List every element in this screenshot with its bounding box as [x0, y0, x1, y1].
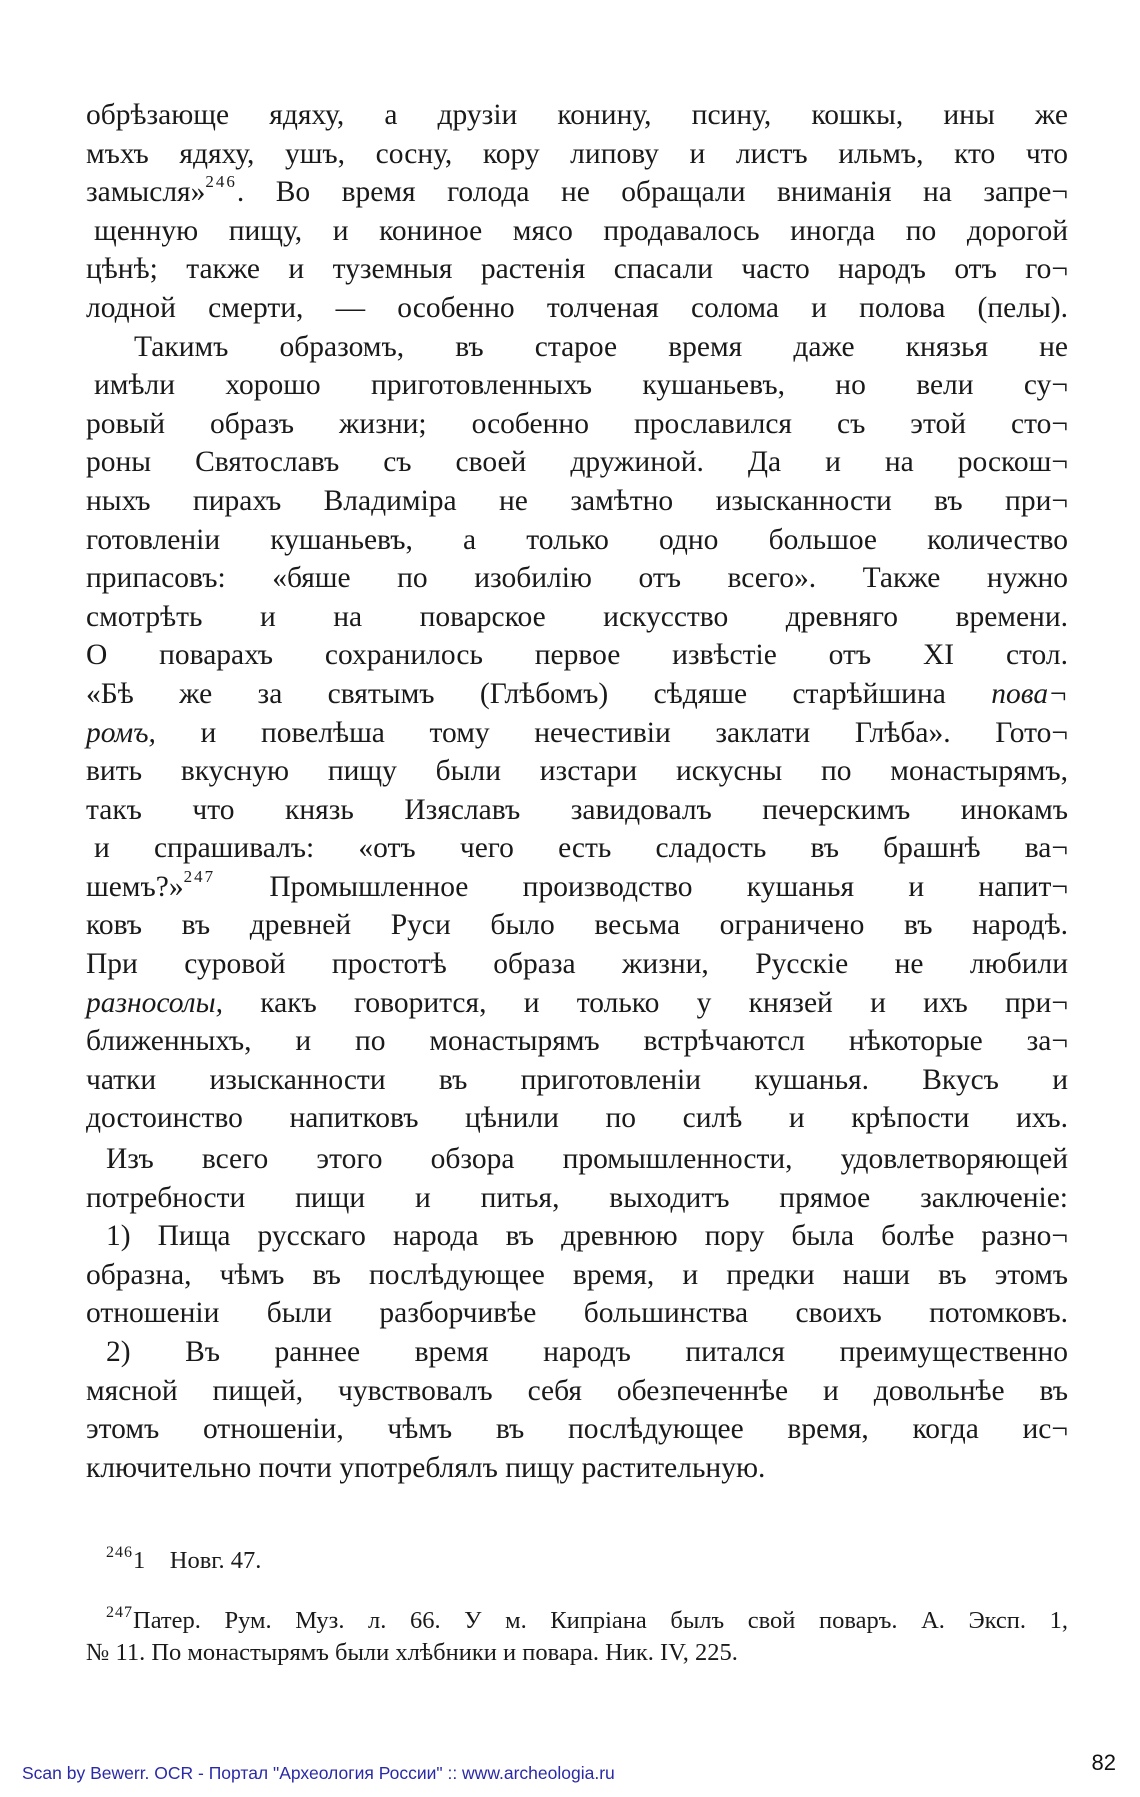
text-segment: шемъ?»: [86, 870, 184, 903]
paragraph-start: Такимъ образомъ, въ старое время даже князья не: [134, 330, 1068, 363]
text-line: мъхъ ядяху, ушъ, сосну, кору липову и листъ ильмъ, кто что: [86, 137, 1068, 170]
text-line: отношеніи были разборчивѣе большинства своихъ потомковъ.: [86, 1297, 1068, 1330]
text-segment: какъ говорится, и только у князей и ихъ при¬: [223, 986, 1068, 1019]
text-line: имѣли хорошо приготовленныхъ кушаньевъ, но вели су¬: [94, 369, 1068, 402]
page-number: 82: [1091, 1750, 1116, 1775]
italic-text: разносолы,: [86, 986, 223, 1019]
footnote-text: 1 Новг. 47.: [133, 1547, 262, 1574]
text-line: смотрѣть и на поварское искусство древняго времени.: [86, 600, 1068, 633]
text-line: обрѣзающе ядяху, а друзіи конину, псину, кошкы, ины же: [86, 99, 1068, 131]
body-text: [86, 96, 1068, 1487]
text-line: щенную пищу, и кониное мясо продавалось иногда по дорогой: [94, 214, 1068, 247]
text-line: ныхъ пирахъ Владиміра не замѣтно изысканности въ при¬: [86, 484, 1068, 517]
text-segment: замысля»: [86, 176, 206, 209]
footnote-ref-247[interactable]: 247: [183, 866, 216, 886]
text-line: готовленіи кушаньевъ, а только одно большое количество: [86, 523, 1068, 556]
footnote-ref-246[interactable]: 246: [205, 172, 237, 192]
text-line: ключительно почти употреблялъ пищу растительную.: [86, 1451, 766, 1484]
footnote-mark: 247: [106, 1604, 133, 1621]
text-line: такъ что князь Изяславъ завидовалъ печерскимъ инокамъ: [86, 793, 1068, 826]
text-segment: и повелѣша тому нечестивіи заклати Глѣба». Гото¬: [155, 716, 1068, 749]
footnote-text: Патер. Рум. Муз. л. 66. У м. Кипріана былъ свой поваръ. А. Эксп. 1,: [133, 1607, 1068, 1634]
text-line: ровый образъ жизни; особенно прославился съ этой сто¬: [86, 407, 1068, 440]
text-line: О поварахъ сохранилось первое извѣстіе отъ XI стол.: [86, 639, 1068, 672]
text-line: роны Святославъ съ своей дружиной. Да и на роскош¬: [86, 446, 1068, 479]
text-line: потребности пищи и питья, выходитъ прямое заключеніе:: [86, 1181, 1068, 1214]
paragraph-start: 1) Пища русскаго народа въ древнюю пору была болѣе разно¬: [106, 1220, 1068, 1253]
text-line: [86, 714, 1068, 753]
text-line: лодной смерти, — особенно толченая солома и полова (пелы).: [86, 291, 1068, 324]
footnote-247-continuation: № 11. По монастырямъ были хлѣбники и повара. Ник. IV, 225.: [86, 1639, 738, 1666]
text-line: припасовъ: «бяше по изобилію отъ всего». Также нужно: [86, 562, 1068, 595]
text-segment: «Бѣ же за святымъ (Глѣбомъ) сѣдяше старѣйшина: [86, 677, 992, 710]
footnote-246: [86, 1545, 1068, 1577]
text-line: образна, чѣмъ въ послѣдующее время, и предки наши въ этомъ: [86, 1258, 1068, 1291]
footnote-247: [86, 1605, 1068, 1637]
paragraph-start: 2) Въ раннее время народъ питался преимущественно: [106, 1336, 1068, 1368]
text-line: чатки изысканности въ приготовленіи кушанья. Вкусъ и: [86, 1063, 1068, 1096]
text-line: достоинство напитковъ цѣнили по силѣ и крѣпости ихъ.: [86, 1102, 1068, 1135]
text-line: мясной пищей, чувствовалъ себя обезпеченнѣе и довольнѣе въ: [86, 1374, 1068, 1407]
scan-credit: Scan by Bewerr. OCR - Портал "Археология России" :: www.archeologia.ru: [22, 1763, 615, 1783]
text-line: ковъ въ древней Руси было весьма ограничено въ народѣ.: [86, 909, 1068, 942]
text-line: [86, 675, 1068, 714]
text-line: ближенныхъ, и по монастырямъ встрѣчаютсл нѣкоторые за¬: [86, 1025, 1068, 1058]
footnote-mark: 246: [106, 1544, 133, 1561]
text-line: При суровой простотѣ образа жизни, Русскіе не любили: [86, 948, 1068, 981]
text-line: этомъ отношеніи, чѣмъ въ послѣдующее время, когда ис¬: [86, 1413, 1068, 1446]
text-segment: Промышленное производство кушанья и напит¬: [215, 870, 1068, 903]
text-segment: . Во время голода не обращали вниманія на запре¬: [236, 176, 1068, 209]
italic-text: пова¬: [991, 677, 1068, 710]
text-line: и спрашивалъ: «отъ чего есть сладость въ брашнѣ ва¬: [94, 832, 1068, 865]
text-line: [86, 984, 1068, 1023]
paragraph-start: Изъ всего этого обзора промышленности, удовлетворяющей: [106, 1143, 1068, 1176]
text-line: [86, 173, 1068, 212]
text-line: [86, 868, 1068, 907]
italic-text: ромъ,: [86, 716, 156, 749]
text-line: цѣнѣ; также и туземныя растенія спасали часто народъ отъ го¬: [86, 253, 1068, 286]
footnotes: [86, 1545, 1068, 1669]
text-line: вить вкусную пищу были изстари искусны по монастырямъ,: [86, 755, 1068, 788]
